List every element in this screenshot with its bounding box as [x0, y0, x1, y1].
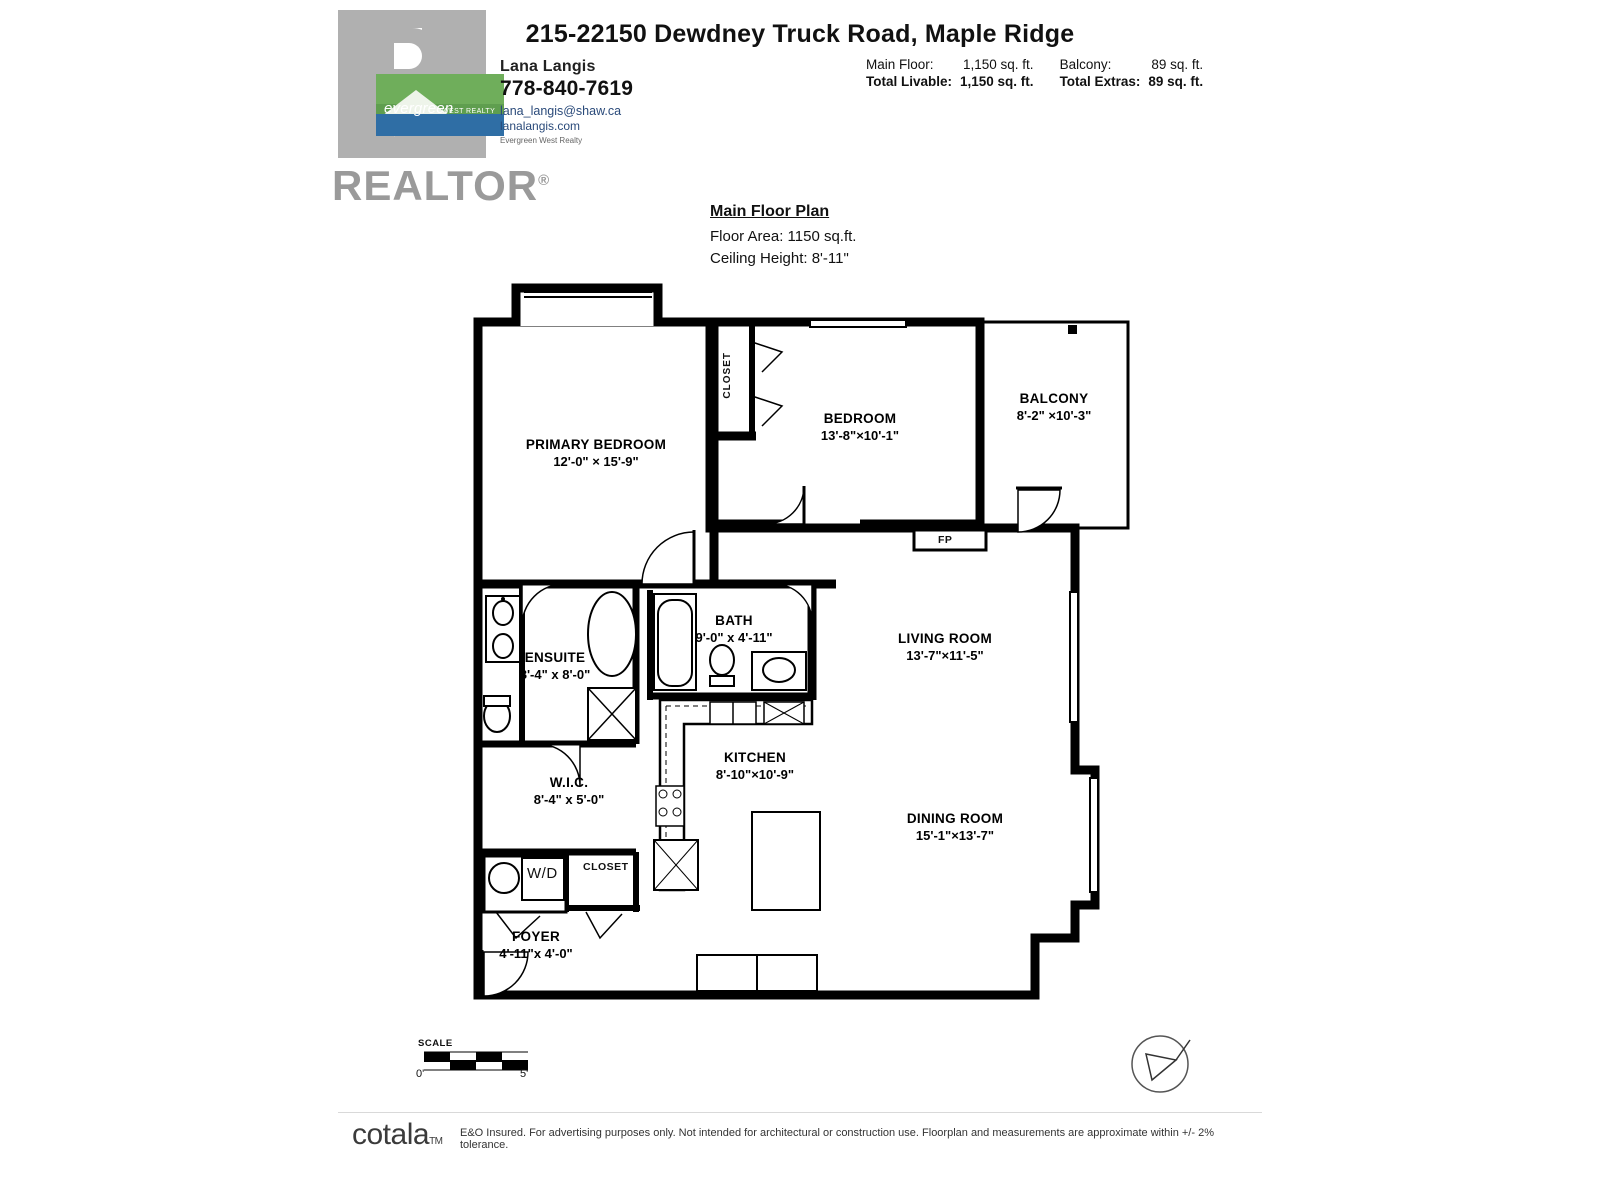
scale-label: SCALE [418, 1038, 453, 1049]
area-label-total-livable: Total Livable: [866, 74, 953, 89]
room-label-kitchen: KITCHEN 8'-10"×10'-9" [715, 750, 795, 782]
agent-website[interactable]: lanalangis.com [500, 119, 581, 133]
room-label-wic: W.I.C. 8'-4" x 5'-0" [533, 775, 605, 807]
room-label-balcony: BALCONY 8'-2" ×10'-3" [1016, 391, 1092, 423]
room-label-ensuite: ENSUITE 8'-4" x 8'-0" [519, 650, 591, 682]
scale-bar [424, 1052, 528, 1070]
annotation-washer-dryer: W/D [527, 865, 558, 882]
area-label-main-floor: Main Floor: [866, 57, 934, 72]
evergreen-logo-text: evergreen [384, 100, 454, 117]
area-value-balcony: 89 sq. ft. [1151, 57, 1204, 72]
agent-email[interactable]: lana_langis@shaw.ca [500, 104, 622, 118]
evergreen-logo-sub: WEST REALTY [442, 108, 496, 115]
agent-company: Evergreen West Realty [500, 136, 583, 145]
compass-icon [1132, 1036, 1190, 1092]
cotala-brand: cotalaTM [352, 1118, 443, 1151]
scale-max: 5' [520, 1068, 529, 1080]
annotation-fireplace: FP [938, 534, 953, 546]
area-value-total-livable: 1,150 sq. ft. [960, 74, 1034, 89]
agent-name: Lana Langis [500, 58, 596, 75]
area-label-total-extras: Total Extras: [1059, 74, 1141, 89]
agent-phone[interactable]: 778-840-7619 [500, 77, 634, 100]
property-address: 215-22150 Dewdney Truck Road, Maple Ridge [525, 20, 1075, 48]
scale-min: 0' [416, 1068, 425, 1080]
plan-title: Main Floor Plan [710, 203, 830, 220]
room-label-primary-bedroom: PRIMARY BEDROOM 12'-0" × 15'-9" [525, 437, 667, 469]
footer-disclaimer: E&O Insured. For advertising purposes only. Not intended for architectural or construction use. Floorplan and measurements are approximate within +/- 2% tolerance. [460, 1127, 1214, 1151]
area-label-balcony: Balcony: [1059, 57, 1112, 72]
area-value-total-extras: 89 sq. ft. [1148, 74, 1204, 89]
room-label-bedroom: BEDROOM 13'-8"×10'-1" [820, 411, 900, 443]
room-label-living-room: LIVING ROOM 13'-7"×11'-5" [897, 631, 993, 663]
footer-divider [338, 1112, 1262, 1113]
room-label-bath: BATH 9'-0" x 4'-11" [695, 613, 773, 645]
annotation-closet-foyer: CLOSET [583, 861, 629, 873]
realtor-wordmark: REALTOR® [332, 162, 551, 209]
area-value-main-floor: 1,150 sq. ft. [963, 57, 1034, 72]
plan-floor-area: Floor Area: 1150 sq.ft. [710, 228, 857, 245]
plan-ceiling-height: Ceiling Height: 8'-11" [710, 250, 849, 267]
room-label-dining-room: DINING ROOM 15'-1"×13'-7" [906, 811, 1004, 843]
room-label-foyer: FOYER 4'-11"x 4'-0" [499, 929, 573, 961]
annotation-closet-bedroom: CLOSET [722, 352, 733, 399]
